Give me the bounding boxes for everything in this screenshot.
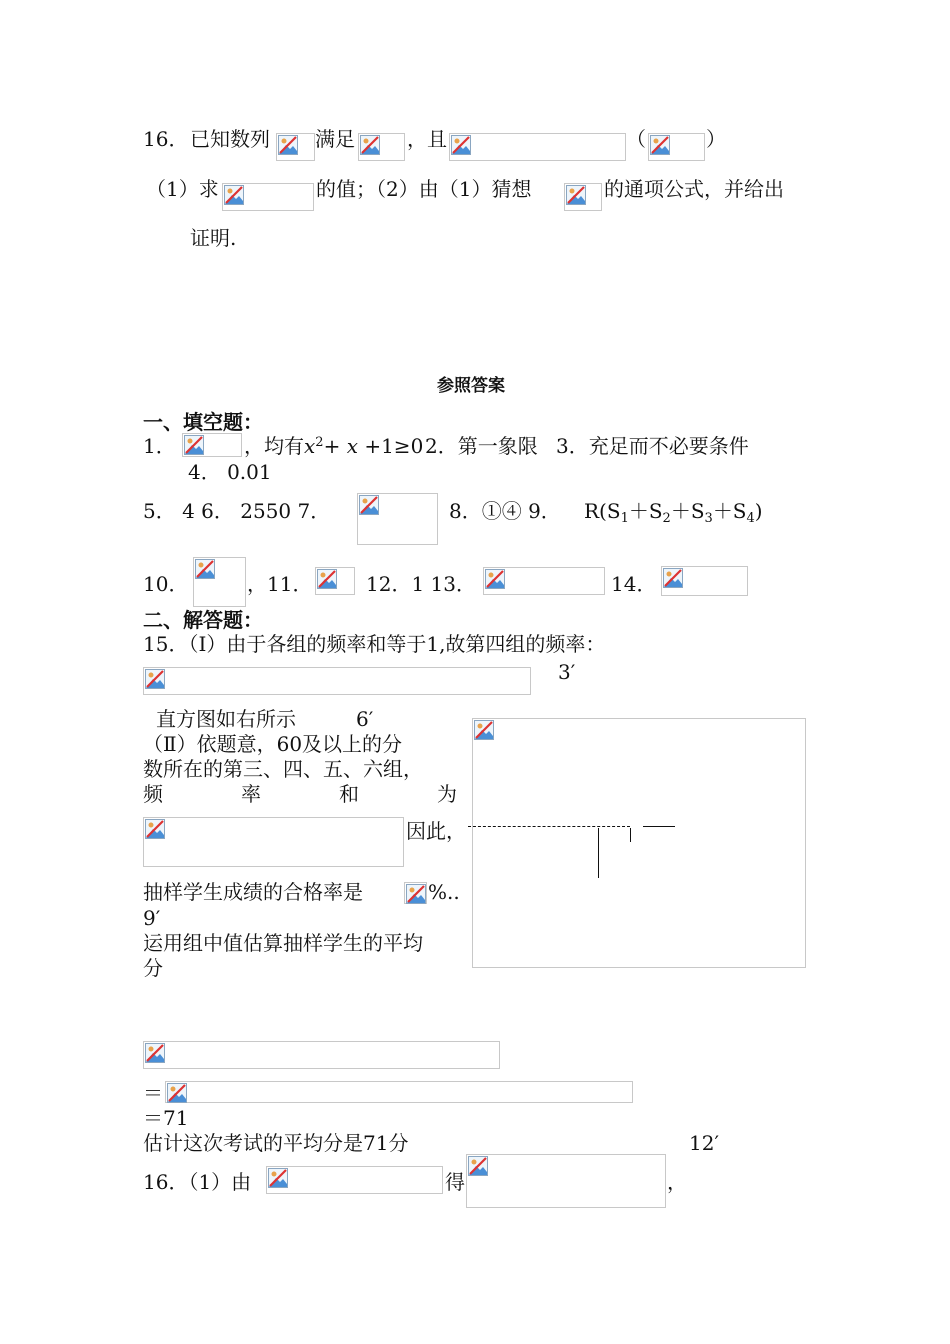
f-s4: 4 (746, 511, 755, 526)
q16-text-b: 满足 (315, 127, 355, 151)
ans-11: ，11． (247, 572, 313, 596)
answers-title: 参照答案 (437, 376, 505, 396)
f-e: ＋S (670, 499, 705, 523)
broken-image-icon (276, 133, 315, 161)
q16-sol-a: 16．（1）由 (143, 1170, 252, 1194)
f-d: ＋S (628, 499, 663, 523)
section-solutions: 二、解答题： (143, 608, 263, 632)
ans-1-rest: +1≥0 (364, 434, 424, 458)
broken-image-icon (143, 667, 531, 695)
q15-line1: 15．（Ⅰ）由于各组的频率和等于1,故第四组的频率： (143, 632, 606, 656)
q15-line3: 数所在的第三、四、五、六组， (143, 757, 423, 781)
broken-image-icon (266, 1166, 443, 1194)
broken-image-icon (143, 817, 404, 867)
q15-l4-2: 和 (339, 782, 359, 806)
ans-1-x: x (304, 434, 316, 458)
hist-top-line (643, 826, 675, 827)
f-f: ＋S (712, 499, 747, 523)
q15-line6b: %.. (428, 880, 460, 904)
hist-bar-edge (598, 828, 599, 878)
q15-line4 (143, 782, 457, 806)
q15-l4-3: 为 (437, 782, 457, 806)
broken-image-icon (358, 133, 405, 161)
broken-image-icon (182, 433, 242, 457)
ans-14: 14． (611, 572, 657, 596)
hist-dashed-line (468, 826, 630, 827)
hist-tick (630, 828, 631, 842)
q15-hist-text: 直方图如右所示 (156, 707, 296, 731)
q16-part-text-d: 证明. (190, 226, 237, 250)
ans-12-13: 12．1 13． (366, 572, 476, 596)
broken-image-icon (564, 183, 602, 211)
q16-paren-open: （ (626, 127, 646, 151)
broken-image-icon (661, 566, 748, 596)
q15-line2: （Ⅱ）依题意，60及以上的分 (143, 732, 403, 756)
ans-1-x2: x (346, 434, 358, 458)
ans-5-7: 5． 4 6． 2550 7． (143, 499, 331, 523)
section-fill-blank: 一、填空题： (143, 410, 263, 434)
q15-line6: 抽样学生成绩的合格率是 (143, 880, 363, 904)
q15-mark-3: 3′ (558, 660, 576, 684)
broken-image-icon (193, 557, 246, 607)
q15-line7: 运用组中值估算抽样学生的平均 (143, 931, 423, 955)
broken-image-icon (483, 567, 605, 595)
q15-eq2: ＝71 (143, 1106, 189, 1130)
ans-8-9: 8．①④ 9． (449, 499, 561, 523)
broken-image-icon (222, 183, 314, 211)
f-g: ) (754, 499, 763, 523)
ans-3: 3．充足而不必要条件 (556, 434, 749, 458)
ans-1-sup: 2 (315, 435, 324, 450)
q16-sol-c: ， (667, 1170, 687, 1194)
ans-9-formula (584, 499, 763, 527)
q15-line8: 分 (143, 956, 163, 980)
q16-paren-close: ） (706, 127, 726, 151)
f-s2: 2 (662, 511, 671, 526)
broken-image-icon (404, 882, 427, 904)
ans-1-a: ，均有 (244, 434, 304, 458)
q15-mark-12: 12′ (689, 1131, 719, 1155)
broken-image-icon (466, 1154, 666, 1208)
ans-1-num: 1． (143, 434, 176, 458)
broken-image-icon (315, 567, 355, 595)
q15-line5: 因此， (406, 819, 466, 843)
f-s1: 1 (620, 511, 629, 526)
q16-part-text-b: 的值；（2）由（1）猜想 (316, 177, 532, 201)
q15-conclusion: 估计这次考试的平均分是71分 (143, 1131, 409, 1155)
f-a: R(S (584, 499, 621, 523)
q15-l4-1: 率 (241, 782, 261, 806)
f-s3: 3 (704, 511, 713, 526)
ans-1-text (244, 434, 423, 462)
q16-part-text-a: （1）求 (146, 177, 219, 201)
broken-image-icon (449, 133, 626, 161)
broken-image-icon (648, 133, 705, 161)
broken-image-icon (143, 1041, 500, 1069)
q16-number: 16． (143, 127, 189, 151)
q15-eq1: ＝ (143, 1081, 163, 1105)
ans-4: 4． 0.01 (188, 460, 272, 484)
q15-mark-9: 9′ (143, 906, 161, 930)
broken-image-icon (165, 1081, 633, 1103)
q16-text-a: 已知数列 (190, 127, 270, 151)
broken-image-icon (472, 718, 806, 968)
ans-10: 10． (143, 572, 189, 596)
q15-l4-0: 频 (143, 782, 163, 806)
q16-sol-b: 得 (445, 1170, 465, 1194)
q16-part-text-c: 的通项公式，并给出 (604, 177, 784, 201)
ans-2: 2．第一象限 (425, 434, 538, 458)
broken-image-icon (357, 493, 438, 545)
q15-mark-6: 6′ (356, 707, 374, 731)
q16-text-c: ，且 (407, 127, 447, 151)
ans-1-plus: + (323, 434, 341, 458)
